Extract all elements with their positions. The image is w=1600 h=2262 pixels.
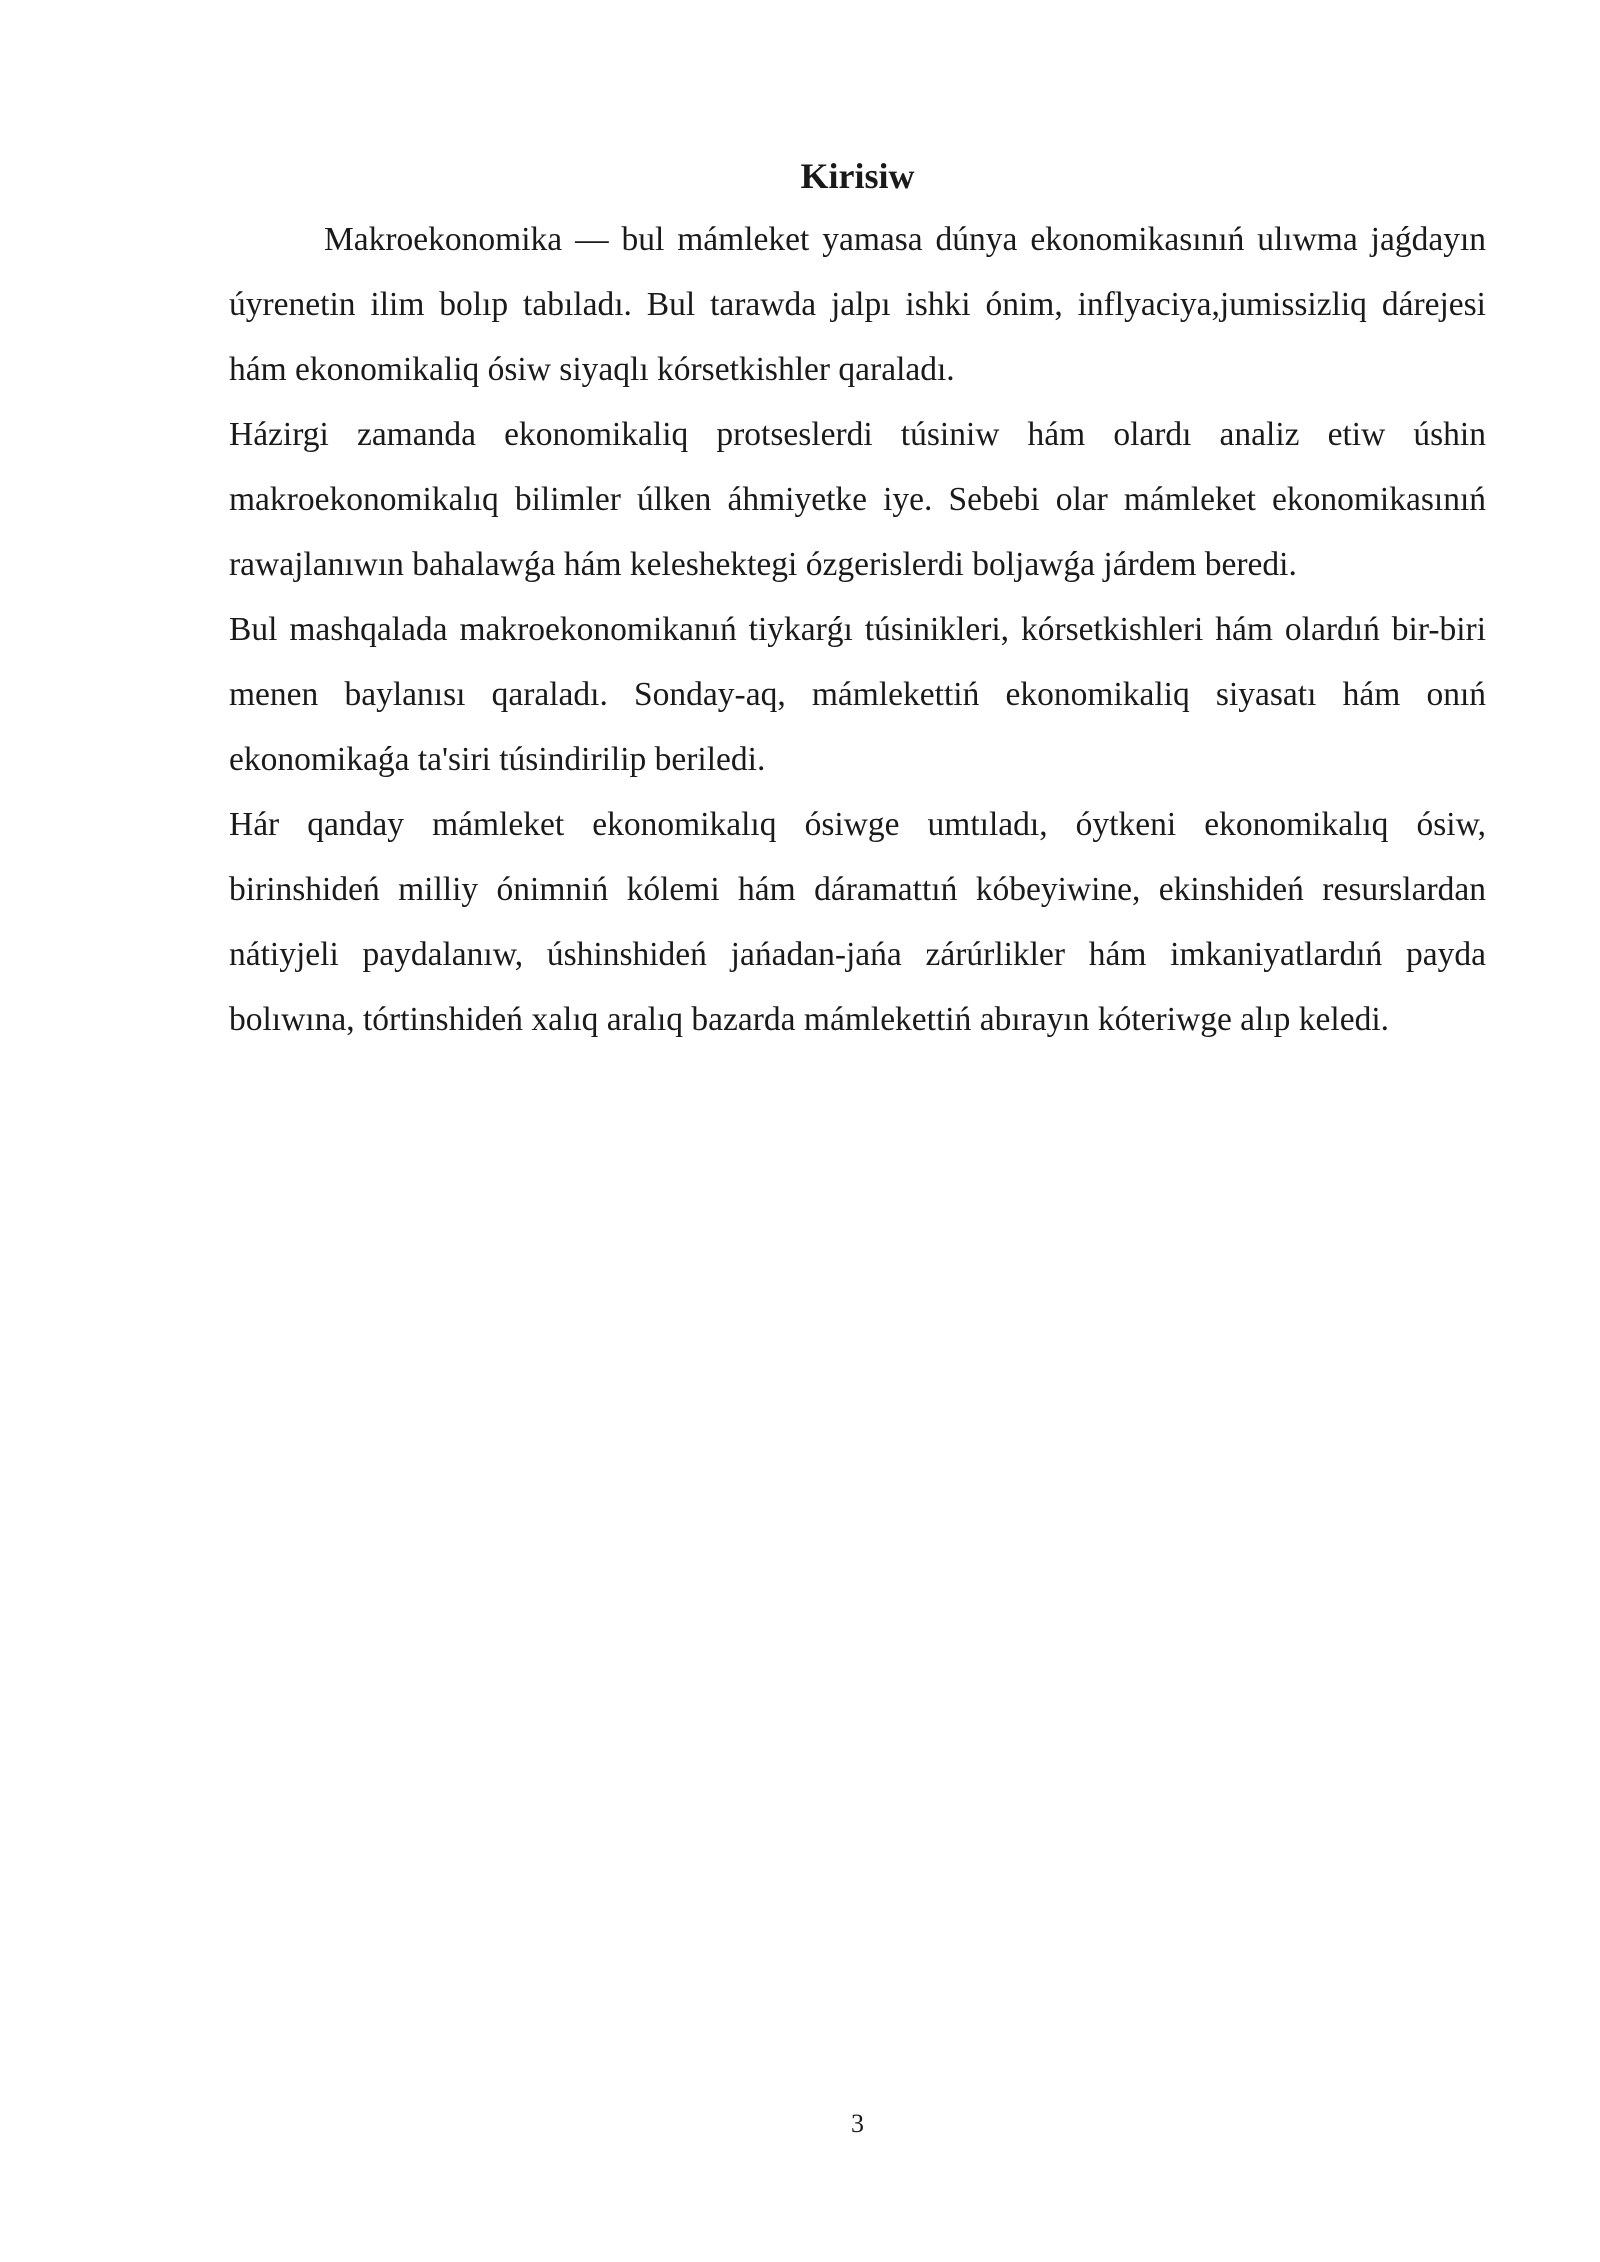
page-content [229,145,1486,1052]
paragraph-4: Hár qanday mámleket ekonomikalıq ósiwge umtıladı, óytkeni ekonomikalıq ósiw, birinshideń milliy ónimniń kólemi hám dáramattıń kóbeyiwine, ekinshideń resurslardan nátiyjeli paydalanıw, úshinshideń jańadan-jańa zárúrlikler hám imkaniyatlardıń payda bolıwına, tórtinshideń xalıq aralıq bazarda mámlekettiń abırayın kóteriwge alıp keledi. [229,806,1486,1038]
page-title: Kirisiw [800,156,915,196]
paragraph-3: Bul mashqalada makroekonomikanıń tiykarǵı túsinikleri, kórsetkishleri hám olardıń bir-biri menen baylanısı qaraladı. Sonday-aq, mámlekettiń ekonomikaliq siyasatı hám onıń ekonomikaǵa ta'siri túsindirilip beriledi. [229,611,1486,778]
paragraph-2: Házirgi zamanda ekonomikaliq protseslerdi túsiniw hám olardı analiz etiw úshin makroekonomikalıq bilimler úlken áhmiyetke iye. Sebebi olar mámleket ekonomikasınıń rawajlanıwın bahalawǵa hám keleshektegi ózgerislerdi boljawǵa járdem beredi. [229,416,1486,583]
page-number: 3 [851,2109,864,2138]
paragraph-1: Makroekonomika — bul mámleket yamasa dúnya ekonomikasınıń ulıwma jaǵdayın úyrenetin ilim bolıp tabıladı. Bul tarawda jalpı ishki ónim, inflyaciya,jumissizliq dárejesi hám ekonomikaliq ósiw siyaqlı kórsetkishler qaraladı. [229,221,1486,388]
